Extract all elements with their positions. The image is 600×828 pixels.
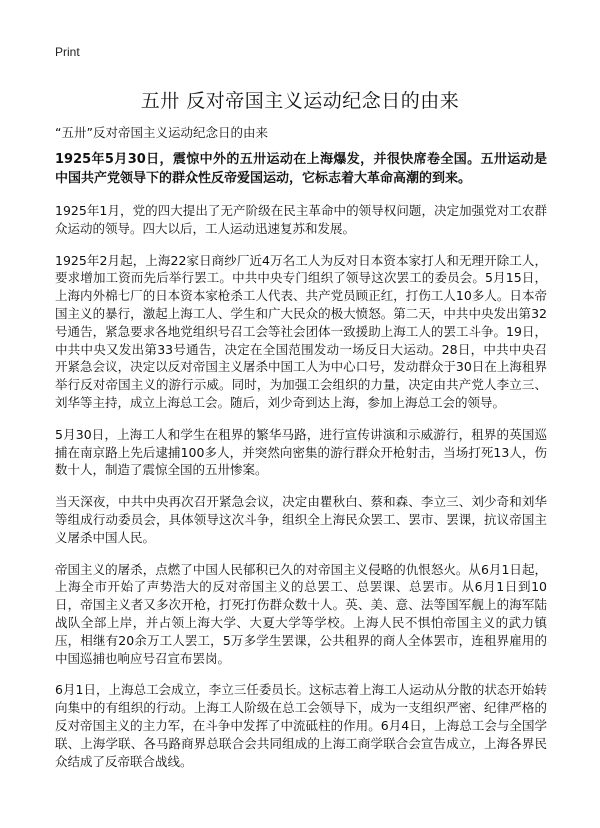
page-title: 五卅 反对帝国主义运动纪念日的由来 — [140, 90, 460, 112]
paragraph: 帝国主义的屠杀，点燃了中国人民郁积已久的对帝国主义侵略的仇恨怒火。从6月1日起，上海全市开始了声势浩大的反对帝国主义的总罢工、总罢课、总罢市。从6月1日到10日，帝国主义者又多次开枪，打死打伤群众数十人。英、美、意、法等国军舰上的海军陆战队全部上岸，并占领上海大学、大夏大学等学校。上海人民不惧怕帝国主义的武力镇压，相继有20余万工人罢工，5万多学生罢课，公共租界的商人全体罢市，连租界雇用的中国巡捕也响应号召宣布罢岗。 — [55, 561, 547, 666]
print-link[interactable]: Print — [55, 45, 80, 59]
paragraph: 5月30日，上海工人和学生在租界的繁华马路，进行宣传讲演和示威游行，租界的英国巡捕在南京路上先后逮捕100多人，并突然向密集的游行群众开枪射击，当场打死13人，伤数十人，制造了震惊全国的五卅惨案。 — [55, 426, 547, 478]
lead-paragraph: 1925年5月30日，震惊中外的五卅运动在上海爆发，并很快席卷全国。五卅运动是中国共产党领导下的群众性反帝爱国运动，它标志着大革命高潮的到来。 — [55, 152, 547, 186]
paragraph: 1925年2月起，上海22家日商纱厂近4万名工人为反对日本资本家打人和无理开除工人，要求增加工资而先后举行罢工。中共中央专门组织了领导这次罢工的委员会。5月15日，上海内外棉七厂的日本资本家枪杀工人代表、共产党员顾正红，打伤工人10多人。日本帝国主义的暴行，激起上海工人、学生和广大民众的极大愤怒。第二天，中共中央发出第32号通告，紧急要求各地党组织号召工会等社会团体一致援助上海工人的罢工斗争。19日，中共中央又发出第33号通告，决定在全国范围发动一场反日大运动。28日，中共中央召开紧急会议，决定以反对帝国主义屠杀中国工人为中心口号，发动群众于30日在上海租界举行反对帝国主义的游行示威。同时，为加强工会组织的力量，决定由共产党人李立三、刘华等主持，成立上海总工会。随后，刘少奇到达上海，参加上海总工会的领导。 — [55, 252, 547, 410]
article-body — [55, 150, 547, 784]
paragraph: 1925年1月，党的四大提出了无产阶级在民主革命中的领导权问题，决定加强党对工农群众运动的领导。四大以后，工人运动迅速复苏和发展。 — [55, 203, 547, 236]
article-subtitle: “五卅”反对帝国主义运动纪念日的由来 — [55, 125, 268, 140]
paragraph: 6月1日，上海总工会成立，李立三任委员长。这标志着上海工人运动从分散的状态开始转向集中的有组织的行动。上海工人阶级在总工会领导下，成为一支组织严密、纪律严格的反对帝国主义的主力军，在斗争中发挥了中流砥柱的作用。6月4日，上海总工会与全国学联、上海学联、各马路商界总联合会共同组成的上海工商学联合会宣告成立，上海各界民众结成了反帝联合战线。 — [55, 682, 547, 769]
paragraph: 当天深夜，中共中央再次召开紧急会议，决定由瞿秋白、蔡和森、李立三、刘少奇和刘华等组成行动委员会，具体领导这次斗争，组织全上海民众罢工、罢市、罢课，抗议帝国主义屠杀中国人民。 — [55, 494, 547, 545]
